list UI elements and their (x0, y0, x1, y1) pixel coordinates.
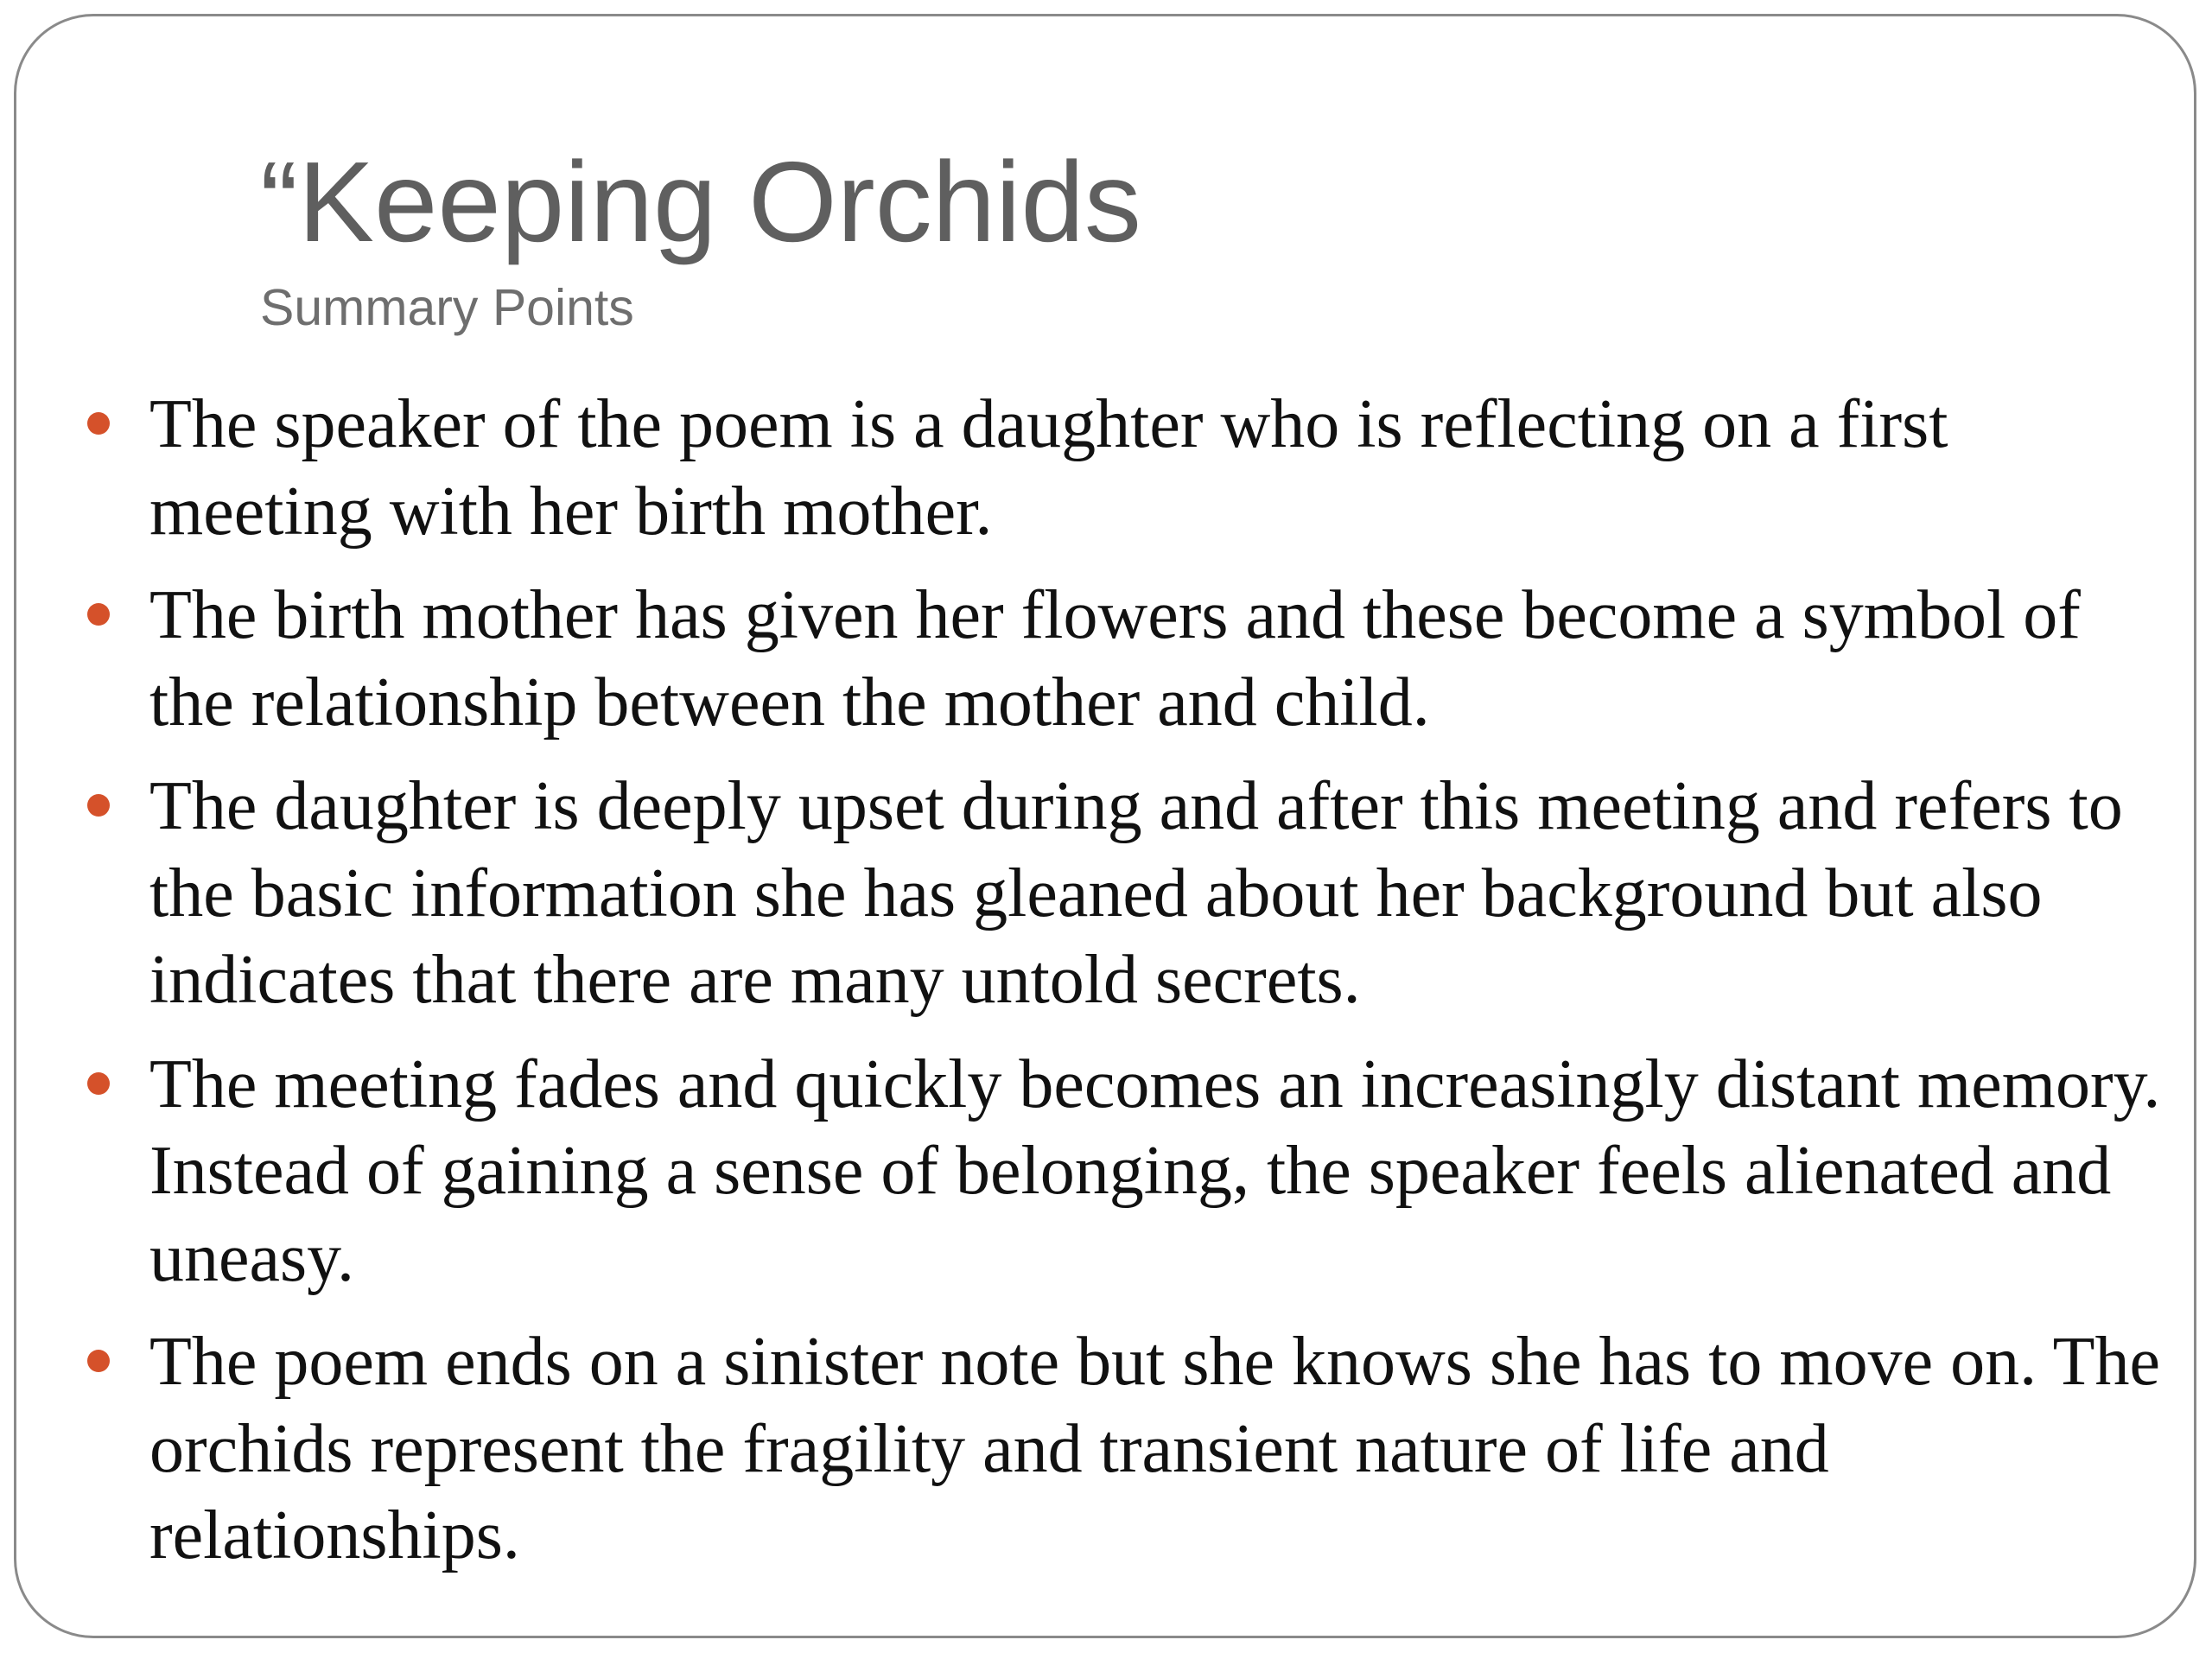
bullet-item (84, 1319, 2175, 1580)
bullet-item (84, 572, 2175, 746)
bullet-text: The speaker of the poem is a daughter who is reflecting on a first meeting with her birth mother. (149, 386, 1948, 550)
bullet-text: The birth mother has given her flowers and these become a symbol of the relationship between the mother and child. (149, 577, 2081, 741)
bullet-dot-icon (87, 794, 110, 817)
bullet-dot-icon (87, 603, 110, 626)
bullet-list (84, 381, 2175, 1597)
bullet-item (84, 381, 2175, 555)
title-block (260, 137, 1141, 338)
bullet-text: The daughter is deeply upset during and after this meeting and refers to the basic information she has gleaned about her background but also indicates that there are many untold secrets. (149, 768, 2123, 1018)
slide-subtitle: Summary Points (260, 279, 634, 336)
bullet-dot-icon (87, 1072, 110, 1095)
bullet-item (84, 763, 2175, 1024)
bullet-text: The meeting fades and quickly becomes an increasingly distant memory. Instead of gaining a sense of belonging, the speaker feels alienated and uneasy. (149, 1046, 2161, 1296)
slide-title: “Keeping Orchids (260, 138, 1141, 265)
bullet-text: The poem ends on a sinister note but she knows she has to move on. The orchids represent the fragility and transient nature of life and relationships. (149, 1324, 2161, 1573)
bullet-dot-icon (87, 1350, 110, 1372)
bullet-dot-icon (87, 412, 110, 435)
slide-frame (14, 14, 2196, 1638)
bullet-item (84, 1041, 2175, 1302)
